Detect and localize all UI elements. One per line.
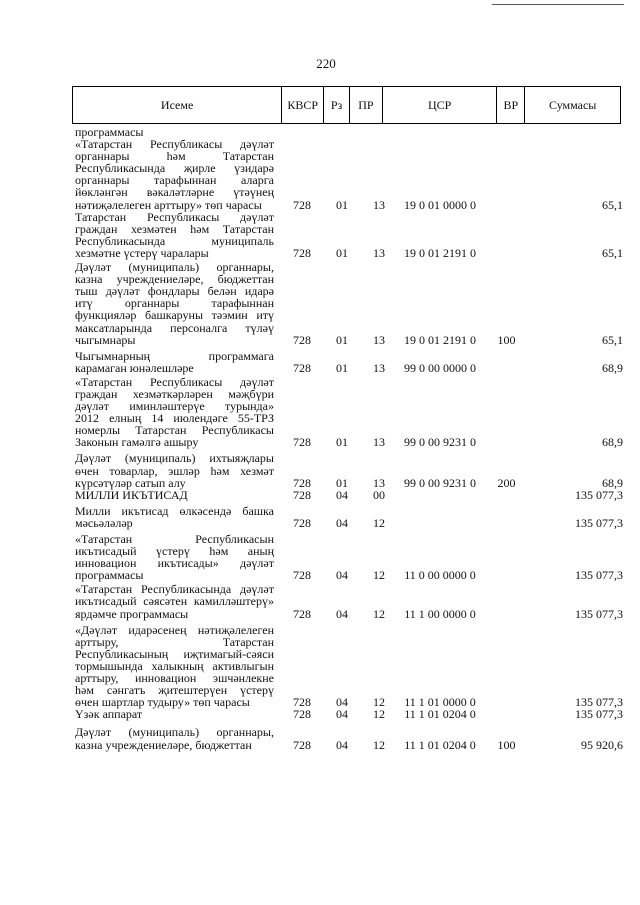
cell-rz: 04	[336, 487, 348, 502]
row-name-line: программасы	[75, 125, 144, 139]
cell-kvsr: 728	[293, 435, 311, 450]
row-name	[75, 376, 274, 449]
cell-csr: 11 1 01 0000 0	[404, 695, 476, 710]
cell-pr: 12	[373, 606, 385, 621]
cell-rz: 04	[336, 737, 348, 752]
table-row	[75, 452, 623, 488]
cell-pr: 13	[373, 435, 385, 450]
row-name-line: икътисадый сәясәтен камилләштерү»	[75, 594, 274, 609]
cell-rz: 01	[336, 360, 348, 375]
cell-pr: 13	[373, 475, 385, 490]
col-header-vr: ВР	[497, 87, 525, 123]
cell-pr: 13	[373, 246, 385, 261]
cell-rz: 01	[336, 246, 348, 261]
row-name	[75, 211, 274, 259]
row-name-line: итү органнары тарафыннан	[75, 296, 274, 311]
row-name-line: ярдәмче программасы	[75, 606, 189, 621]
row-name-line: Законын гамәлгә ашыру	[75, 435, 199, 450]
table-row	[75, 624, 623, 709]
table-row	[75, 533, 623, 581]
cell-pr: 12	[373, 695, 385, 710]
cell-csr: 19 0 01 0000 0	[404, 197, 476, 212]
cell-sum: 68,9	[602, 435, 623, 450]
row-name	[75, 583, 274, 619]
col-header-name: Исеме	[73, 87, 282, 123]
row-name-line: йөкләнгән вәкаләтләрне үтәүнең	[75, 185, 274, 200]
cell-csr: 99 0 00 9231 0	[404, 435, 476, 450]
row-name-line: Милли икътисад өлкәсендә башка	[75, 503, 274, 518]
row-name-line: карамаган юнәлешләре	[75, 360, 194, 375]
row-name-line: казна учреждениеләре, бюджеттан	[75, 272, 274, 287]
table-body	[75, 126, 623, 751]
cell-csr: 99 0 00 0000 0	[404, 360, 476, 375]
cell-rz: 01	[336, 475, 348, 490]
row-name	[75, 708, 274, 720]
cell-pr: 00	[373, 487, 385, 502]
table-row	[75, 583, 623, 619]
row-name-line: «Татарстан Республикасы дәүләт	[75, 374, 274, 389]
table-row	[75, 489, 623, 501]
cell-kvsr: 728	[293, 487, 311, 502]
cell-csr: 11 0 00 0000 0	[404, 568, 476, 583]
row-name-line: МИЛЛИ ИКЪТИСАД	[75, 487, 188, 502]
cell-rz: 04	[336, 568, 348, 583]
cell-rz: 04	[336, 516, 348, 530]
table-row	[75, 261, 623, 346]
cell-kvsr: 728	[293, 737, 311, 752]
cell-rz: 01	[336, 197, 348, 212]
cell-rz: 04	[336, 695, 348, 710]
row-name-line: күрсәтүләр сатып алу	[75, 475, 186, 490]
cell-pr: 13	[373, 197, 385, 212]
cell-pr: 13	[373, 332, 385, 347]
row-name-line: Дәүләт (муниципаль) органнары,	[75, 725, 274, 740]
cell-pr: 12	[373, 516, 385, 530]
cell-csr: 19 0 01 2191 0	[404, 332, 476, 347]
row-name-line: арттыру, Татарстан	[75, 634, 274, 649]
table-header	[72, 86, 621, 124]
table-row	[75, 708, 623, 720]
row-name-line: нәтиҗәлелеген арттыру» төп чарасы	[75, 197, 262, 212]
row-name-line: органнары һәм Татарстан	[75, 149, 274, 164]
cell-sum: 95 920,6	[581, 737, 623, 752]
row-name-line: «Дәүләт идарәсенең нәтиҗәлелеген	[75, 622, 274, 637]
cell-rz: 04	[336, 606, 348, 621]
row-name-line: дәүләт иминләштерүе турында»	[75, 399, 274, 414]
cell-csr: 11 1 00 0000 0	[404, 606, 476, 621]
row-name-line: Республикасында муниципаль	[75, 233, 274, 248]
row-name-line: өчен шартлар тудыру» төп чарасы	[75, 695, 250, 710]
row-name-line: тыш дәүләт фондлары белән идарә	[75, 284, 274, 299]
row-name	[75, 533, 274, 581]
cell-rz: 01	[336, 435, 348, 450]
cell-csr: 19 0 01 2191 0	[404, 246, 476, 261]
row-name	[75, 138, 274, 211]
col-header-pr: ПР	[350, 87, 383, 123]
row-name-line: Үзәк аппарат	[75, 707, 143, 722]
row-name-line: граждан хезмәтен һәм Татарстан	[75, 221, 274, 236]
cell-csr: 99 0 00 9231 0	[404, 475, 476, 490]
row-name-line: мәсьәләләр	[75, 515, 133, 530]
cell-sum: 65,1	[602, 332, 623, 347]
cell-sum: 135 077,3	[575, 707, 623, 722]
cell-kvsr: 728	[293, 516, 311, 530]
row-name	[75, 350, 274, 374]
row-name-line: «Татарстан Республикасын	[75, 532, 274, 546]
col-header-csr: ЦСР	[383, 87, 498, 123]
row-name-line: номерлы Татарстан Республикасы	[75, 423, 274, 438]
row-name	[75, 624, 274, 709]
top-rule	[492, 4, 624, 5]
table-row	[75, 505, 623, 529]
cell-pr: 12	[373, 707, 385, 722]
cell-sum: 68,9	[602, 475, 623, 490]
row-name-line: программасы	[75, 568, 144, 583]
row-name	[75, 489, 274, 501]
table-row	[75, 138, 623, 211]
page-number: 220	[316, 56, 336, 71]
cell-pr: 12	[373, 568, 385, 583]
row-name-line: «Татарстан Республикасында дәүләт	[75, 582, 274, 597]
cell-rz: 04	[336, 707, 348, 722]
table-row	[75, 726, 623, 750]
col-header-kvsr: КВСР	[282, 87, 324, 123]
cell-kvsr: 728	[293, 246, 311, 261]
cell-kvsr: 728	[293, 360, 311, 375]
row-name-line: органнары тарафыннан аларга	[75, 173, 274, 188]
row-name-line: Дәүләт (муниципаль) органнары,	[75, 260, 274, 275]
row-name-line: казна учреждениеләре, бюджеттан	[75, 737, 252, 752]
row-name-line: Дәүләт (муниципаль) ихтыяҗлары	[75, 451, 274, 466]
cell-sum: 68,9	[602, 360, 623, 375]
col-header-sum: Суммасы	[548, 97, 597, 112]
row-name-line: Чыгымнарның программага	[75, 348, 274, 363]
row-name-line: арттыру, инновацион эшчәнлекне	[75, 671, 274, 686]
cell-sum: 65,1	[602, 246, 623, 261]
row-name-line: өчен товарлар, эшләр һәм хезмәт	[75, 463, 274, 478]
row-name-line: «Татарстан Республикасы дәүләт	[75, 137, 274, 152]
cell-sum: 135 077,3	[575, 606, 623, 621]
cell-kvsr: 728	[293, 332, 311, 347]
cell-sum: 135 077,3	[575, 695, 623, 710]
cell-csr: 11 1 01 0204 0	[404, 737, 476, 752]
cell-sum: 135 077,3	[575, 487, 623, 502]
row-name-line: һәм сәнгатъ җитештерүен үстерү	[75, 683, 274, 698]
row-name	[75, 452, 274, 488]
cell-sum: 135 077,3	[575, 568, 623, 583]
cell-kvsr: 728	[293, 568, 311, 583]
row-name-line: икътисадый үстерү һәм аның	[75, 544, 274, 559]
cell-rz: 01	[336, 332, 348, 347]
col-header-rz: Рз	[324, 87, 350, 123]
cell-pr: 13	[373, 360, 385, 375]
cell-kvsr: 728	[293, 695, 311, 710]
cell-pr: 12	[373, 737, 385, 752]
table-row	[75, 211, 623, 259]
cell-vr: 200	[497, 475, 516, 490]
cell-sum: 65,1	[602, 197, 623, 212]
cell-kvsr: 728	[293, 707, 311, 722]
cell-sum: 135 077,3	[575, 516, 623, 530]
cell-kvsr: 728	[293, 475, 311, 490]
row-name	[75, 505, 274, 529]
cell-kvsr: 728	[293, 197, 311, 212]
table-row	[75, 350, 623, 374]
row-name-line: Республикасының иҗтимагый-сәяси	[75, 646, 274, 661]
row-name-line: 2012 елның 14 июлендәге 55-ТРЗ	[75, 411, 274, 426]
row-name-line: функцияләр башкаруны тәэмин итү	[75, 308, 274, 323]
cell-csr: 11 1 01 0204 0	[404, 707, 476, 722]
row-name-line: граждан хезмәткәрләрен мәҗбүри	[75, 386, 274, 401]
row-name-line: тормышында халыкның активлыгын	[75, 658, 274, 673]
row-name-line: инновацион икътисады» дәүләт	[75, 556, 274, 571]
row-name-line: чыгымнары	[75, 332, 136, 347]
row-name-line: хезмәтне үстерү чаралары	[75, 245, 209, 260]
cell-vr: 100	[497, 737, 516, 752]
table-row	[75, 376, 623, 449]
row-name-line: максатларында персоналга түләү	[75, 320, 274, 335]
row-name-line: Республикасында җирле үзидарә	[75, 161, 274, 176]
cell-vr: 100	[497, 332, 516, 347]
row-name-line: Татарстан Республикасы дәүләт	[75, 209, 274, 224]
row-name	[75, 261, 274, 346]
row-name	[75, 726, 274, 750]
cell-kvsr: 728	[293, 606, 311, 621]
